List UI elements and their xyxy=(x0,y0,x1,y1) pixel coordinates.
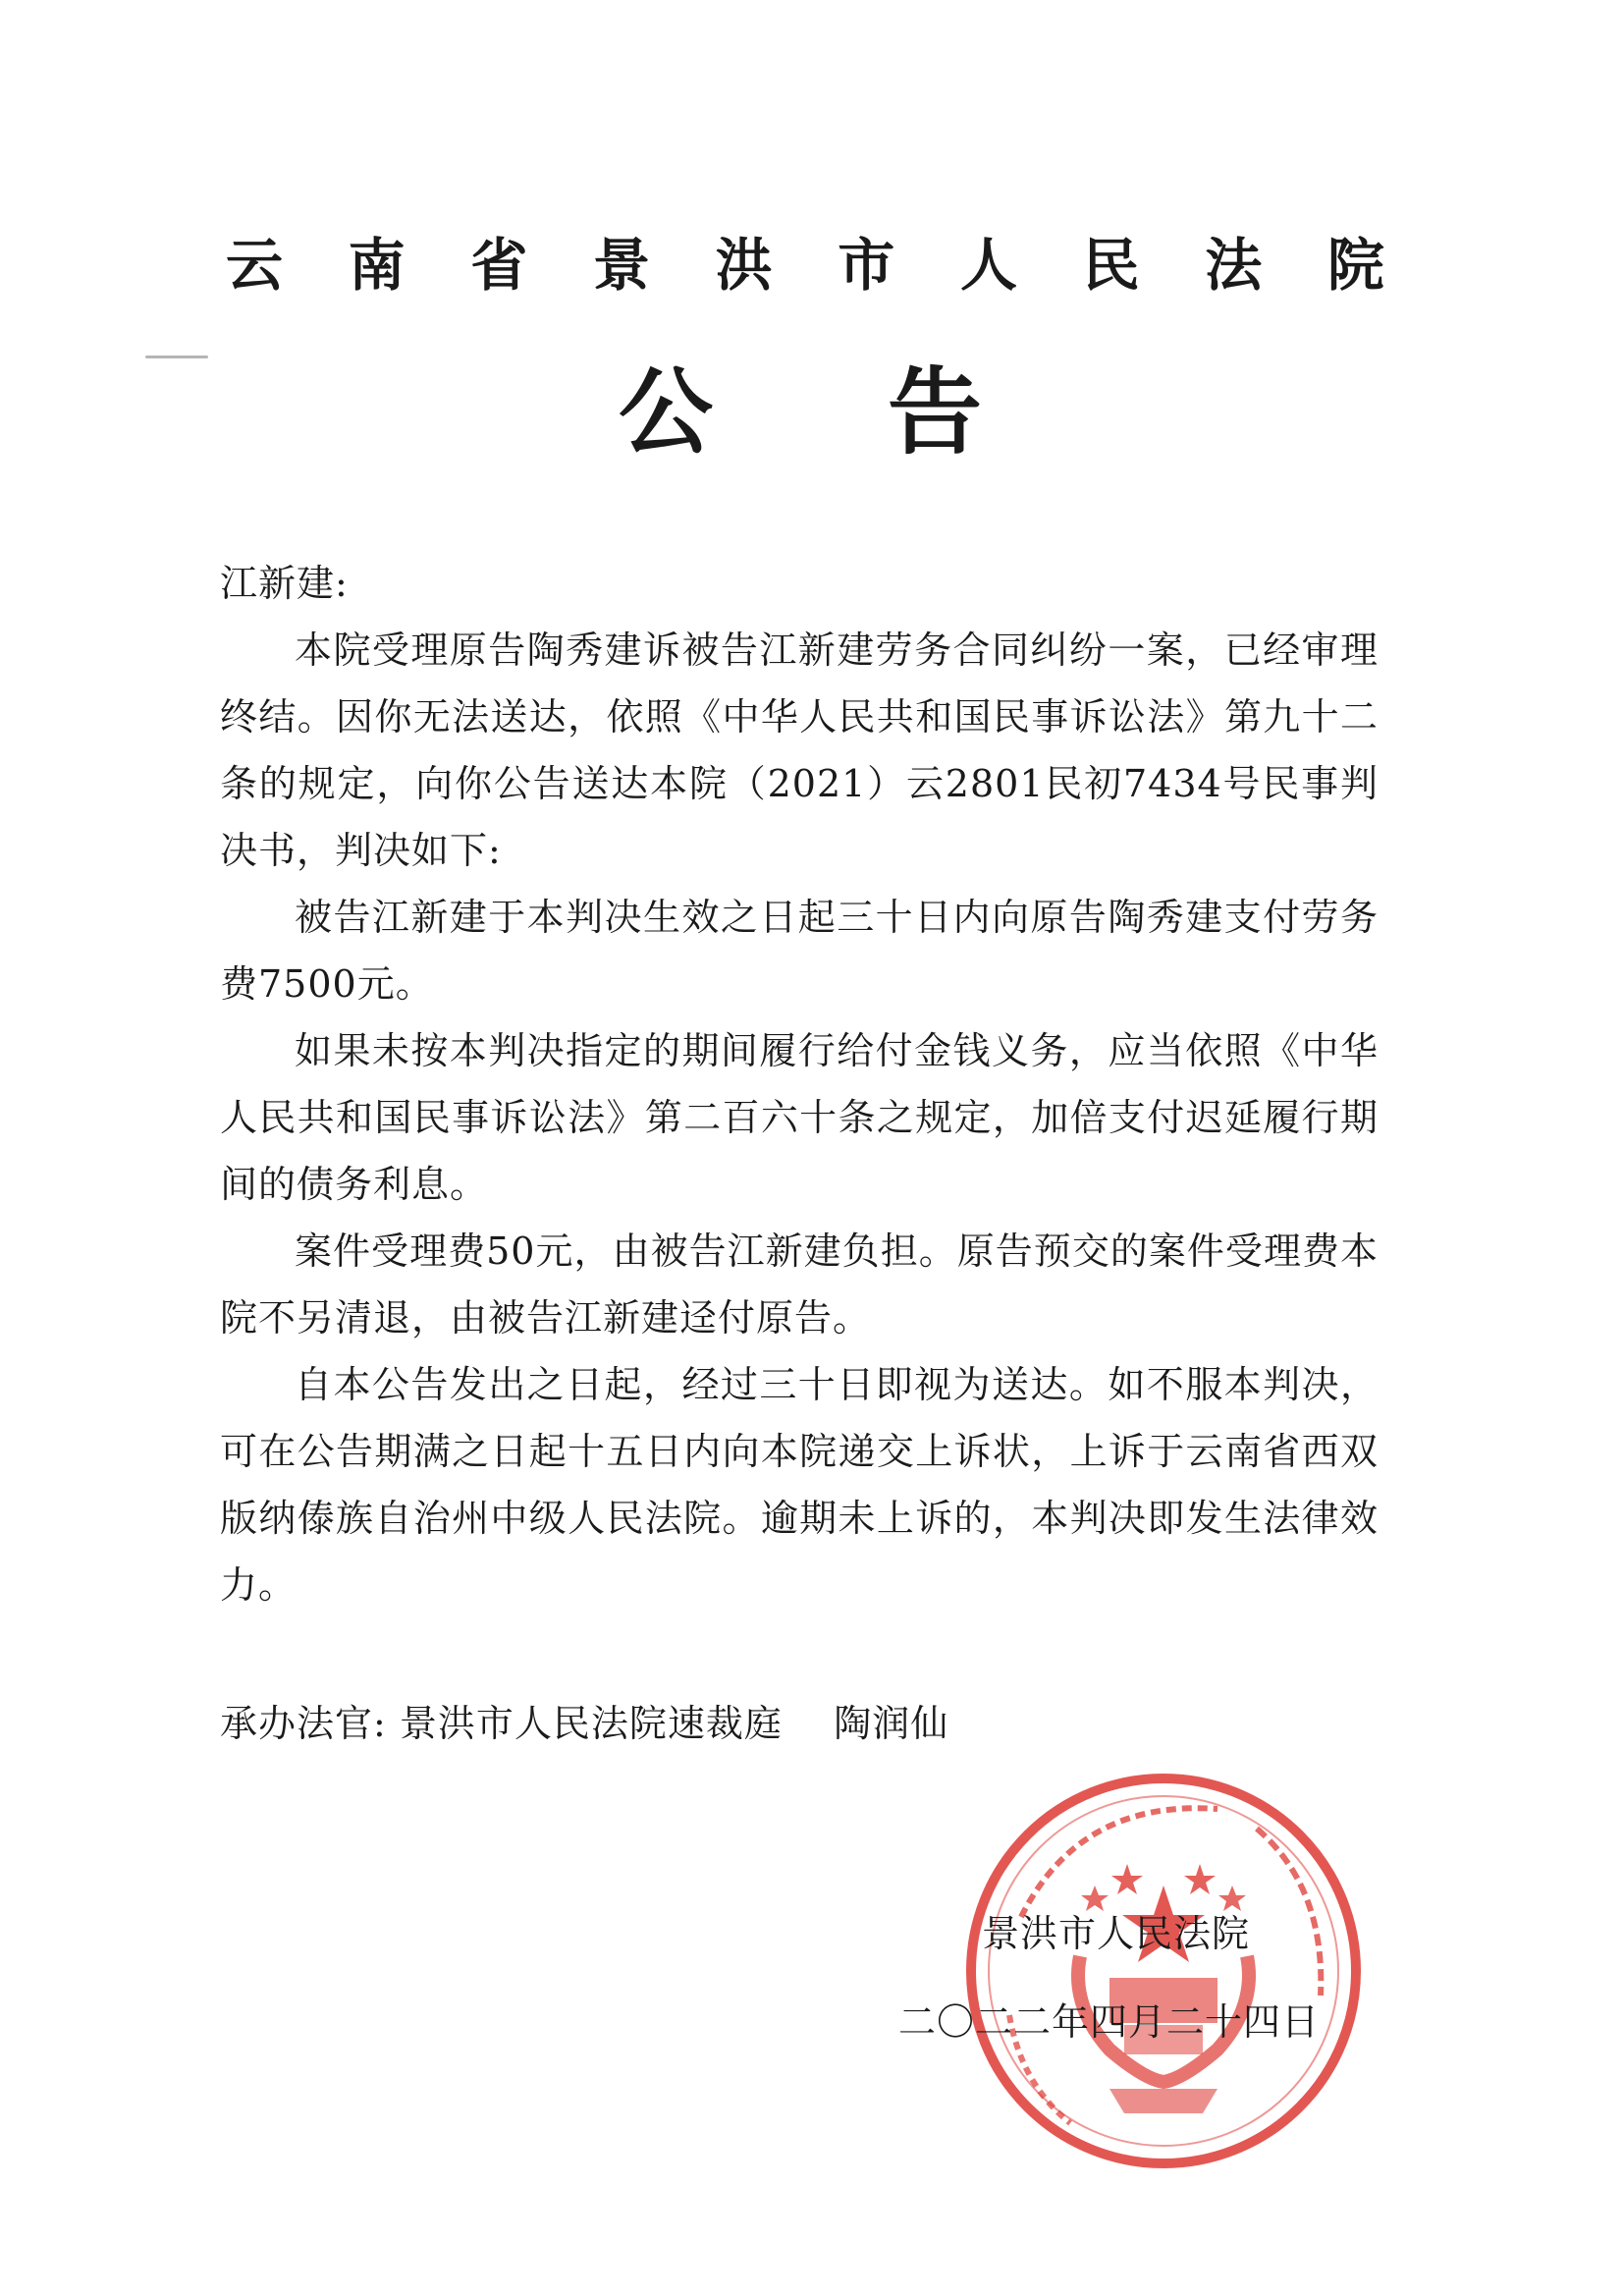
addressee: 江新建: xyxy=(220,562,349,605)
court-name-char: 省 xyxy=(470,232,528,299)
presiding-judge-line xyxy=(220,1694,948,1753)
court-name-char: 人 xyxy=(959,232,1017,299)
signing-date: 二〇二二年四月二十四日 xyxy=(898,2000,1321,2044)
paragraph-case-summary: 本院受理原告陶秀建诉被告江新建劳务合同纠纷一案，已经审理终结。因你无法送达，依照《中华人民共和国民事诉讼法》第九十二条的规定，向你公告送达本院（2021）云2801民初7434号民事判决书，判决如下: xyxy=(220,629,1379,872)
notice-title-char: 公 xyxy=(619,357,713,467)
paragraph-judgment: 被告江新建于本判决生效之日起三十日内向原告陶秀建支付劳务费7500元。 xyxy=(220,896,1379,1006)
court-name-char: 法 xyxy=(1205,232,1263,299)
scan-artifact xyxy=(145,355,208,358)
court-name-char: 景 xyxy=(592,232,650,299)
paragraph-service-appeal: 自本公告发出之日起，经过三十日即视为送达。如不服本判决，可在公告期满之日起十五日内向本院递交上诉状，上诉于云南省西双版纳傣族自治州中级人民法院。逾期未上诉的，本判决即发生法律效力。 xyxy=(220,1363,1379,1607)
court-seal-icon xyxy=(962,1770,1365,2172)
signing-court: 景洪市人民法院 xyxy=(982,1912,1251,1955)
court-name-char: 院 xyxy=(1326,232,1384,299)
judge-department: 景洪市人民法院速裁庭 xyxy=(399,1702,783,1745)
court-name-char: 洪 xyxy=(715,232,773,299)
court-name-heading xyxy=(226,231,1384,300)
court-name-char: 民 xyxy=(1082,232,1140,299)
court-name-char: 南 xyxy=(348,232,406,299)
notice-title xyxy=(619,358,982,466)
notice-title-char: 告 xyxy=(888,357,982,467)
court-name-char: 云 xyxy=(226,232,284,299)
judge-name: 陶润仙 xyxy=(834,1702,949,1745)
paragraph-case-fee: 案件受理费50元，由被告江新建负担。原告预交的案件受理费本院不另清退，由被告江新建迳付原告。 xyxy=(220,1230,1379,1339)
judge-label: 承办法官: xyxy=(220,1702,387,1745)
paragraph-late-interest: 如果未按本判决指定的期间履行给付金钱义务，应当依照《中华人民共和国民事诉讼法》第二百六十条之规定，加倍支付迟延履行期间的债务利息。 xyxy=(220,1029,1379,1206)
court-name-char: 市 xyxy=(838,232,895,299)
notice-body xyxy=(220,550,1379,1618)
